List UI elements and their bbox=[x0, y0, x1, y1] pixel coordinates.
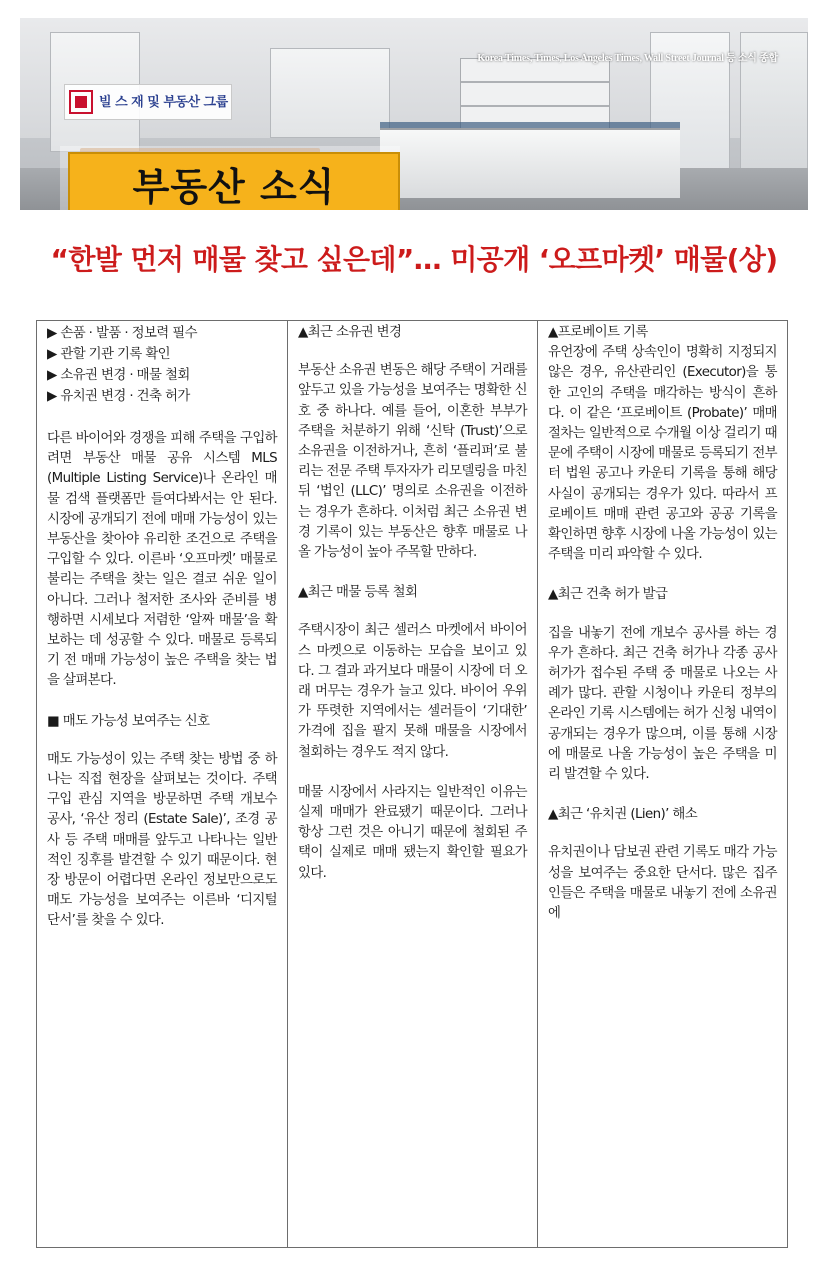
section-paragraph: 유언장에 주택 상속인이 명확히 지정되지 않은 경우, 유산관리인 (Executor)을 통한 고인의 주택을 매각하는 방식이 흔하다. 이 같은 ‘프로베이트 (Probate)’ 매매 절차는 일반적으로 수개월 이상 걸리기 때문에 주택이 시장에 매물로 등록되기 전부터 법원 공고나 카운티 기록을 통해 해당 사실이 공개되는 경우가 있다. 따라서 프로베이트 매매 관련 공고와 공공 기록을 확인하면 향후 시장에 나올 가능성이 있는 주택을 미리 파악할 수 있다. bbox=[548, 345, 777, 563]
banner-photo-window bbox=[270, 48, 390, 138]
bullet-item: ▶ 소유권 변경 · 매물 철회 bbox=[47, 368, 190, 383]
header-banner bbox=[20, 18, 808, 210]
column-2 bbox=[287, 321, 537, 1247]
bullet-item: ▶ 관할 기관 기록 확인 bbox=[47, 347, 171, 362]
headline: “한발 먼저 매물 찾고 싶은데”… 미공개 ‘오프마켓’ 매물(상) bbox=[50, 243, 778, 276]
section-paragraph: 매물 시장에서 사라지는 일반적인 이유는 실제 매매가 완료됐기 때문이다. 그러나 항상 그런 것은 아니기 때문에 철회된 주택이 실제로 매매 됐는지 확인할 필요가 있다. bbox=[298, 784, 527, 881]
banner-photo-counter bbox=[380, 128, 680, 198]
section-paragraph: 주택시장이 최근 셀러스 마켓에서 바이어스 마켓으로 이동하는 모습을 보이고 있다. 그 결과 과거보다 매물이 시장에 더 오래 머무는 경우가 늘고 있다. 바이어 우위가 뚜렷한 지역에서는 셀러들이 ‘기대한’ 가격에 집을 팔지 못해 매물을 시장에서 철회하는 경우도 적지 않다. bbox=[298, 623, 527, 760]
intro-paragraph: 다른 바이어와 경쟁을 피해 주택을 구입하려면 부동산 매물 공유 시스템 MLS (Multiple Listing Service)나 온라인 매물 검색 플랫폼만 들여다봐서는 안 된다. 시장에 공개되기 전에 매매 가능성이 있는 부동산을 찾아야 유리한 조건으로 주택을 구입할 수 있다. 이른바 ‘오프마켓’ 매물로 불리는 주택을 찾는 일은 결코 쉬운 일이 아니다. 그러나 철저한 조사와 준비를 병행하면 시세보다 저렴한 ‘알짜 매물’을 확보하는 데 성공할 수 있다. 매물로 등록되기 전 매매 가능성이 높은 주택을 찾는 법을 살펴본다. bbox=[47, 431, 277, 689]
brand-box bbox=[64, 84, 232, 120]
section-paragraph: 유치권이나 담보권 관련 기록도 매각 가능성을 보여주는 중요한 단서다. 많은 집주인들은 주택을 매물로 내놓기 전에 소유권에 bbox=[548, 845, 777, 922]
brand-name: 빌 스 재 및 부동산 그룹 bbox=[99, 94, 228, 110]
article-body bbox=[36, 320, 788, 1248]
section-label bbox=[68, 152, 400, 210]
section-label-text: 부동산 소식 bbox=[132, 164, 336, 209]
section-title: ▲프로베이트 기록 bbox=[548, 325, 648, 340]
section-title: ▲최근 소유권 변경 bbox=[298, 325, 402, 340]
section-paragraph: 매도 가능성이 있는 주택 찾는 방법 중 하나는 직접 현장을 살펴보는 것이다. 주택 구입 관심 지역을 방문하면 주택 개보수 공사, ‘유산 정리 (Estate Sale)’, 조경 공사 등 주택 매매를 앞두고 나타나는 일반적인 징후를 발견할 수 있기 때문이다. 현장 방문이 어렵다면 온라인 정보만으로도 매도 가능성을 보여주는 이른바 ‘디지털 단서’를 찾을 수 있다. bbox=[47, 751, 277, 929]
section-title: ▲최근 건축 허가 발급 bbox=[548, 587, 668, 603]
bullet-list bbox=[47, 323, 277, 407]
column-1 bbox=[37, 321, 287, 1247]
section-title: ▲최근 매물 등록 철회 bbox=[298, 585, 418, 601]
section-paragraph: 부동산 소유권 변동은 해당 주택이 거래를 앞두고 있을 가능성을 보여주는 명확한 신호 중 하나다. 예를 들어, 이혼한 부부가 주택을 처분하기 위해 ‘신탁 (Trust)’으로 소유권을 이전하거나, 흔히 ‘플리퍼’로 불리는 전문 주택 투자자가 리모델링을 마친 뒤 ‘법인 (LLC)’ 명의로 소유권을 이전하는 경우가 흔하다. 이처럼 최근 소유권 변경 기록이 있는 부동산은 향후 매물로 나올 가능성이 높아 주목할 만하다. bbox=[298, 363, 527, 561]
column-3 bbox=[537, 321, 787, 1247]
bullet-item: ▶ 손품 · 발품 · 정보력 필수 bbox=[47, 326, 197, 341]
section-paragraph: 집을 내놓기 전에 개보수 공사를 하는 경우가 흔하다. 최근 건축 허가나 각종 공사 허가가 접수된 주택 중 매물로 나오는 사례가 많다. 관할 시청이나 카운티 정부의 온라인 기록 시스템에는 허가 신청 내역이 공개되는 경우가 많으며, 이를 통해 시장에 매물로 나올 가능성이 높은 주택을 미리 발견할 수 있다. bbox=[548, 625, 777, 783]
bullet-item: ▶ 유치권 변경 · 건축 허가 bbox=[47, 389, 190, 404]
section-title: ■ 매도 가능성 보여주는 신호 bbox=[47, 713, 210, 729]
source-credit: Korea Times, Times, Los Angeles Times, Wall Street Journal 등 소식 종합 bbox=[477, 53, 778, 64]
section-title: ▲최근 ‘유치권 (Lien)’ 해소 bbox=[548, 807, 698, 823]
brand-logo-icon bbox=[69, 90, 93, 114]
